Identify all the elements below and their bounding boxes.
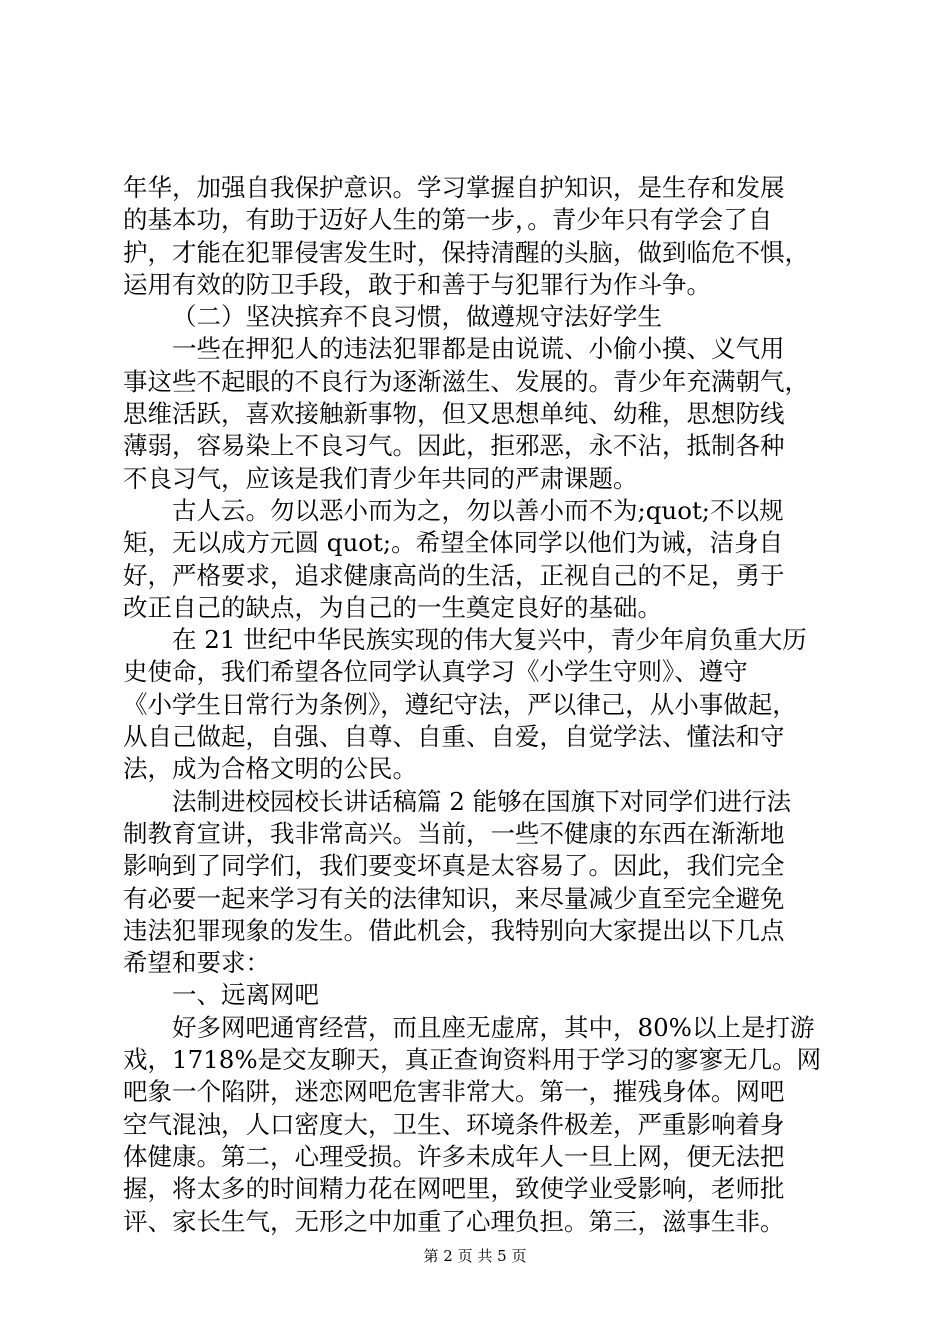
text-line: 吧象一个陷阱，迷恋网吧危害非常大。第一，摧残身体。网吧 — [123, 1077, 785, 1107]
text-line: 违法犯罪现象的发生。借此机会，我特别向大家提出以下几点 — [123, 915, 785, 945]
text-line: 法，成为合格文明的公民。 — [123, 754, 417, 784]
document-body — [123, 172, 841, 1238]
text-line: 思维活跃，喜欢接触新事物，但又思想单纯、幼稚，思想防线 — [123, 399, 785, 429]
text-line: 不良习气，应该是我们青少年共同的严肃课题。 — [123, 463, 638, 493]
text-line: 古人云。勿以恶小而为之，勿以善小而不为;quot;不以规 — [172, 495, 784, 525]
text-line: 制教育宣讲，我非常高兴。当前，一些不健康的东西在渐渐地 — [123, 818, 785, 848]
text-line: 《小学生日常行为条例》，遵纪守法，严以律己，从小事做起， — [123, 689, 797, 719]
text-line: 体健康。第二，心理受损。许多未成年人一旦上网，便无法把 — [123, 1141, 785, 1171]
text-line: 薄弱，容易染上不良习气。因此，拒邪恶，永不沾，抵制各种 — [123, 431, 785, 461]
text-line: 在 21 世纪中华民族实现的伟大复兴中，青少年肩负重大历 — [172, 625, 807, 655]
text-line: 好多网吧通宵经营，而且座无虚席，其中，80%以上是打游 — [172, 1012, 815, 1042]
text-line: 的基本功，有助于迈好人生的第一步，。青少年只有学会了自 — [123, 205, 773, 235]
text-line: （二）坚决摈弃不良习惯，做遵规守法好学生 — [172, 302, 662, 332]
text-line: 影响到了同学们，我们要变坏真是太容易了。因此，我们完全 — [123, 851, 785, 881]
text-line: 评、家长生气，无形之中加重了心理负担。第三，滋事生非。 — [123, 1206, 785, 1236]
text-line: 希望和要求： — [123, 948, 270, 978]
text-line: 好，严格要求，追求健康高尚的生活，正视自己的不足，勇于 — [123, 560, 785, 590]
text-line: 运用有效的防卫手段，敢于和善于与犯罪行为作斗争。 — [123, 269, 711, 299]
text-line: 矩，无以成方元圆 quot;。希望全体同学以他们为诫，洁身自 — [123, 528, 784, 558]
text-line: 年华，加强自我保护意识。学习掌握自护知识，是生存和发展 — [123, 173, 785, 202]
text-line: 法制进校园校长讲话稿篇 2 能够在国旗下对同学们进行法 — [172, 786, 792, 816]
text-line: 戏，1718%是交友聊天，真正查询资料用于学习的寥寥无几。网 — [123, 1045, 822, 1075]
text-line: 有必要一起来学习有关的法律知识，来尽量减少直至完全避免 — [123, 883, 785, 913]
text-line: 空气混浊，人口密度大，卫生、环境条件极差，严重影响着身 — [123, 1109, 785, 1139]
text-line: 从自己做起，自强、自尊、自重、自爱，自觉学法、懂法和守 — [123, 722, 785, 752]
text-line: 握，将太多的时间精力花在网吧里，致使学业受影响，老师批 — [123, 1174, 785, 1204]
text-line: 护，才能在犯罪侵害发生时，保持清醒的头脑，做到临危不惧， — [123, 237, 809, 267]
text-line: 一、远离网吧 — [172, 980, 319, 1010]
text-line: 事这些不起眼的不良行为逐渐滋生、发展的。青少年充满朝气， — [123, 366, 809, 396]
text-line: 史使命，我们希望各位同学认真学习《小学生守则》、遵守 — [123, 657, 748, 687]
page-footer: 第 2 页 共 5 页 — [423, 1247, 527, 1265]
text-line: 改正自己的缺点，为自己的一生奠定良好的基础。 — [123, 592, 662, 622]
text-line: 一些在押犯人的违法犯罪都是由说谎、小偷小摸、义气用 — [172, 334, 785, 364]
